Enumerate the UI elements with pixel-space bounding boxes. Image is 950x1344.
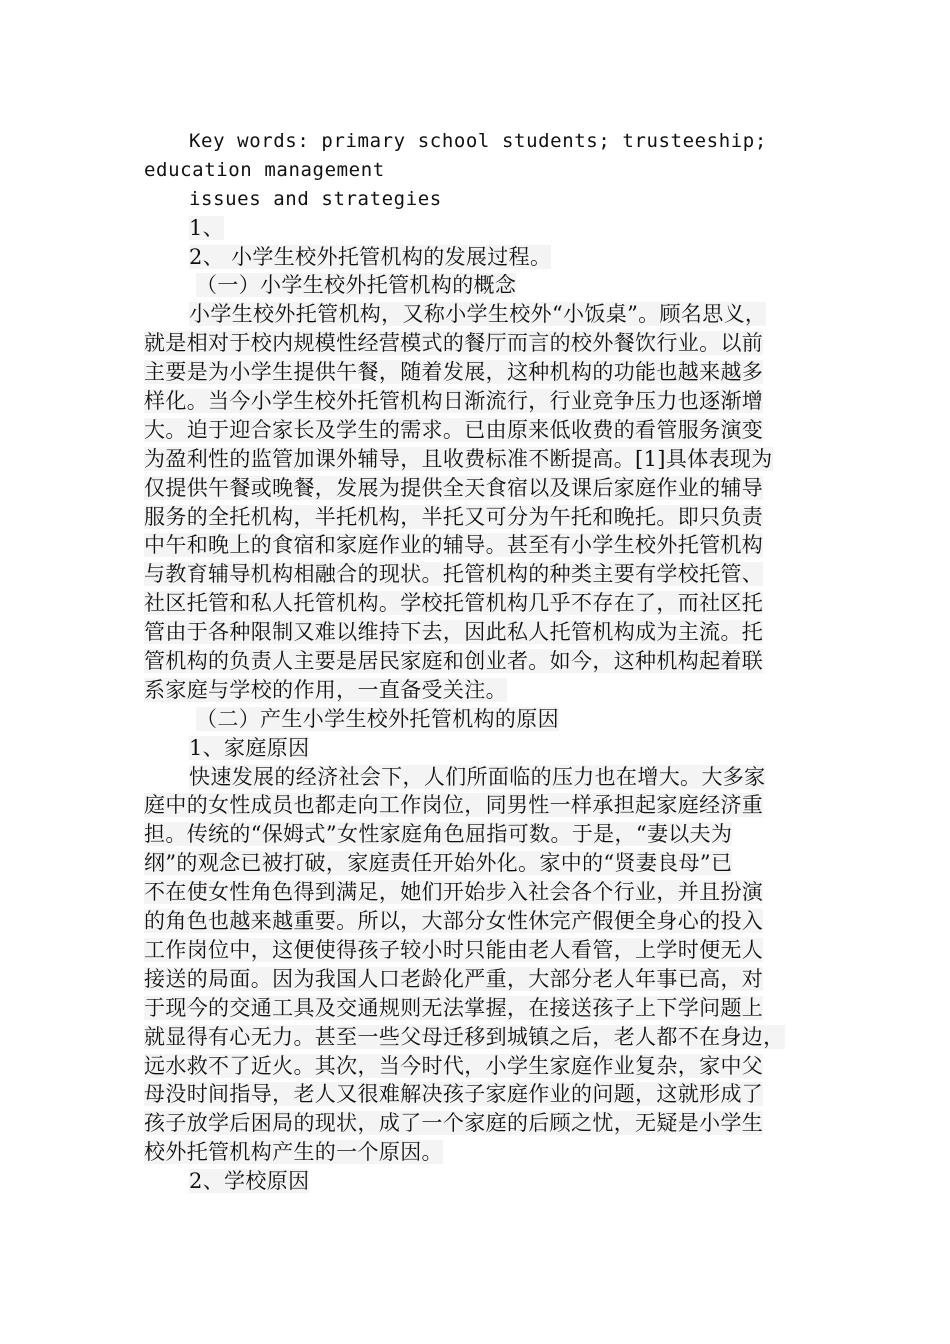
- section2-line: 远水救不了近火。其次，当今时代，小学生家庭作业复杂，家中父: [144, 1053, 764, 1078]
- section1-line: 社区托管和私人托管机构。学校托管机构几乎不存在了，而社区托: [144, 591, 764, 616]
- document-body: [144, 127, 816, 1196]
- section1-line: 服务的全托机构，半托机构，半托又可分为午托和晚托。即只负责: [144, 504, 764, 529]
- section2-heading: （二）产生小学生校外托管机构的原因: [196, 706, 559, 731]
- section2-line: 母没时间指导，老人又很难解决孩子家庭作业的问题，这就形成了: [144, 1082, 764, 1107]
- section1-line: 系家庭与学校的作用，一直备受关注。: [144, 677, 507, 702]
- section1-line: 大。迫于迎合家长及学生的需求。已由原来低收费的看管服务演变: [144, 417, 764, 442]
- section2-line: 校外托管机构产生的一个原因。: [144, 1140, 443, 1165]
- section1-line: 就是相对于校内规模性经营模式的餐厅而言的校外餐饮行业。以前: [144, 331, 764, 356]
- list-item-1: 1、: [189, 215, 225, 240]
- section2-line: 接送的局面。因为我国人口老龄化严重，大部分老人年事已高，对: [144, 966, 764, 991]
- section1-line: 管由于各种限制又难以维持下去，因此私人托管机构成为主流。托: [144, 620, 764, 645]
- section2-sub2-heading: 2、学校原因: [189, 1169, 310, 1194]
- section2-line: 担。传统的“保姆式”女性家庭角色屈指可数。于是，“妻以夫为: [144, 822, 733, 847]
- section1-line: 管机构的负责人主要是居民家庭和创业者。如今，这种机构起着联: [144, 649, 764, 674]
- list-item-2: 2、 小学生校外托管机构的发展过程。: [189, 244, 552, 269]
- keywords-line-3: issues and strategies: [189, 187, 442, 210]
- section2-line: 的角色也越来越重要。所以，大部分女性休完产假便全身心的投入: [144, 909, 764, 934]
- section2-line: 于现今的交通工具及交通规则无法掌握，在接送孩子上下学问题上: [144, 995, 764, 1020]
- section1-line: 主要是为小学生提供午餐，随着发展，这种机构的功能也越来越多: [144, 360, 764, 385]
- section1-line: 样化。当今小学生校外托管机构日渐流行，行业竞争压力也逐渐增: [144, 389, 764, 414]
- section1-line: 中午和晚上的食宿和家庭作业的辅导。甚至有小学生校外托管机构: [144, 533, 764, 558]
- section2-line: 纲”的观念已被打破，家庭责任开始外化。家中的“贤妻良母”已: [144, 851, 733, 876]
- keywords-line-2: education management: [144, 158, 385, 181]
- section1-line: 与教育辅导机构相融合的现状。托管机构的种类主要有学校托管、: [144, 562, 764, 587]
- section1-line: 仅提供午餐或晚餐，发展为提供全天食宿以及课后家庭作业的辅导: [144, 475, 764, 500]
- section2-line: 快速发展的经济社会下，人们所面临的压力也在增大。大多家: [189, 764, 766, 789]
- section2-line: 就显得有心无力。甚至一些父母迁移到城镇之后，老人都不在身边，: [144, 1024, 785, 1049]
- section1-heading: （一）小学生校外托管机构的概念: [196, 273, 517, 298]
- section2-line: 孩子放学后困局的现状，成了一个家庭的后顾之忧，无疑是小学生: [144, 1111, 764, 1136]
- keywords-line-1: Key words: primary school students; trusteeship;: [189, 130, 767, 152]
- section2-line: 不在使女性角色得到满足，她们开始步入社会各个行业，并且扮演: [144, 880, 764, 905]
- section1-line: 为盈利性的监管加课外辅导，且收费标准不断提高。[1]具体表现为: [144, 446, 773, 471]
- section2-sub1-heading: 1、家庭原因: [189, 735, 310, 760]
- section2-line: 工作岗位中，这便使得孩子较小时只能由老人看管，上学时便无人: [144, 937, 764, 962]
- section1-line: 小学生校外托管机构，又称小学生校外“小饭桌”。顾名思义，: [189, 302, 767, 327]
- section2-line: 庭中的女性成员也都走向工作岗位，同男性一样承担起家庭经济重: [144, 793, 764, 818]
